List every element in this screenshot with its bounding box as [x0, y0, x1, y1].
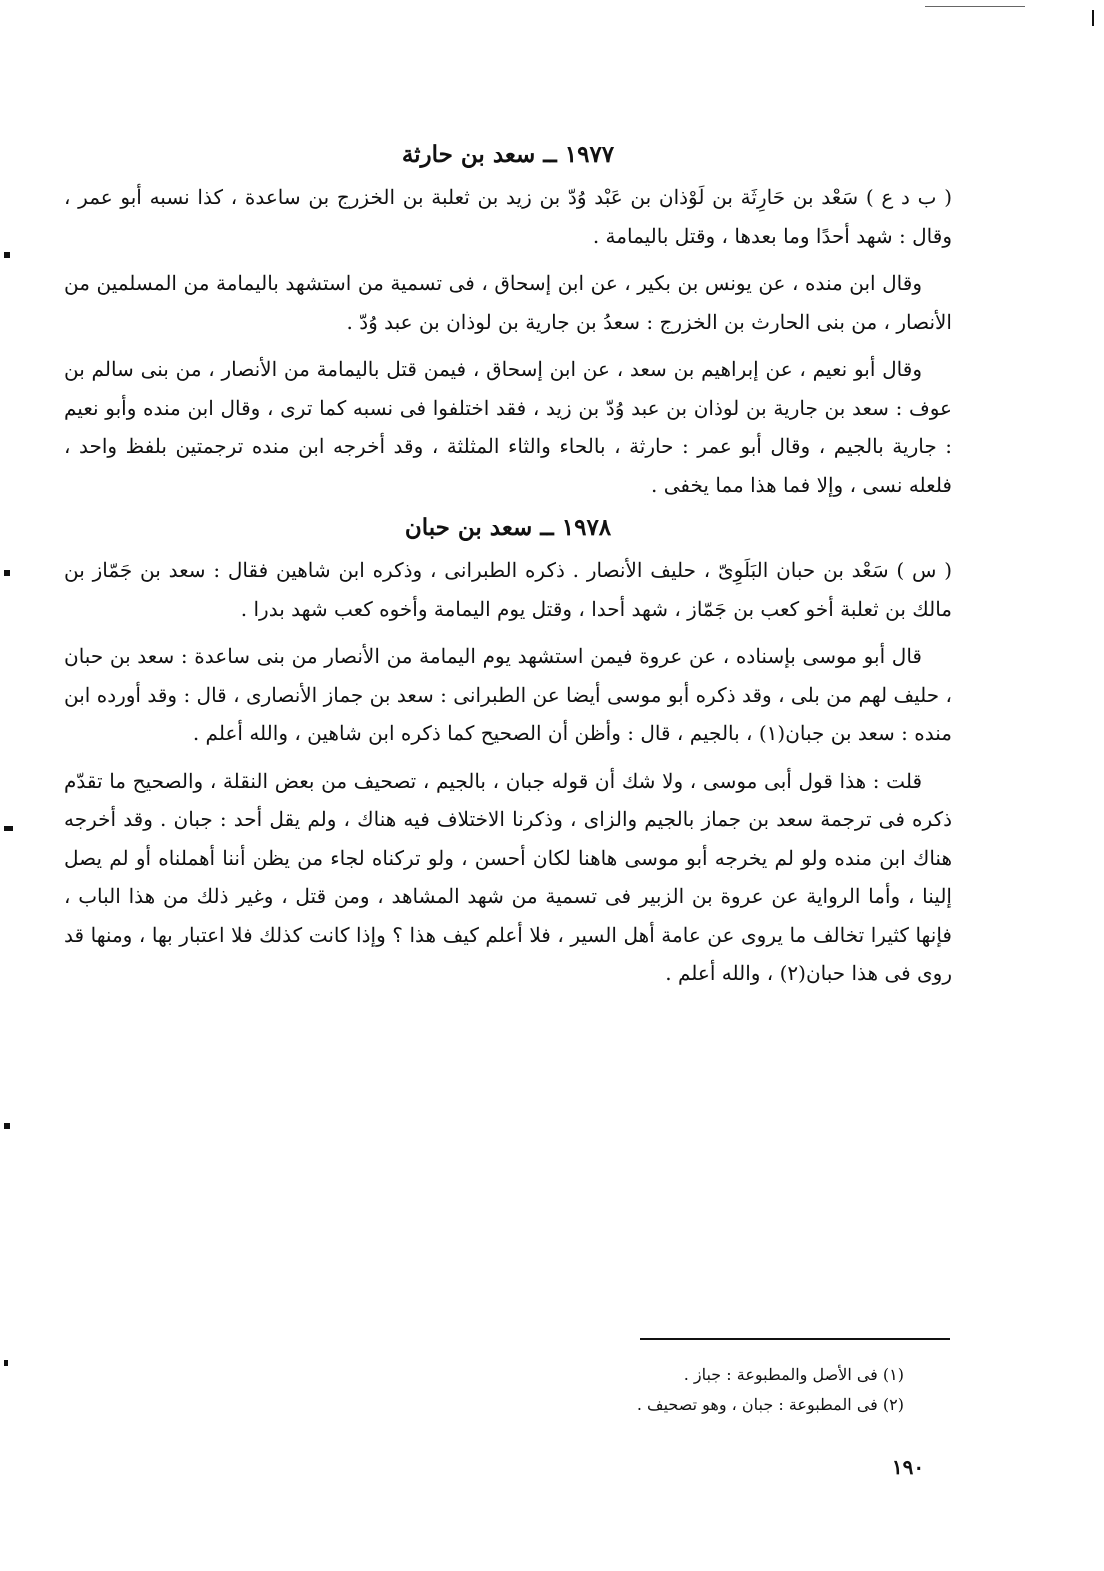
margin-mark [4, 1360, 8, 1366]
page-number: ١٩٠ [891, 1455, 925, 1479]
footnotes [404, 1360, 904, 1420]
main-text [64, 140, 952, 1002]
top-edge-rule [925, 6, 1025, 7]
entry-paragraph: ( س ) سَعْد بن حبان البَلَوِىّ ، حليف الأنصار . ذكره الطبرانى ، وذكره ابن شاهين فقال : سعد بن جَمّاز بن مالك بن ثعلبة أخو كعب بن جَمّاز ، شهد أحدا ، وقتل يوم اليمامة وأخوه كعب شهد بدرا . [64, 558, 952, 621]
entry-paragraph: قال أبو موسى بإسناده ، عن عروة فيمن استشهد يوم اليمامة من الأنصار من بنى ساعدة : سعد بن حبان ، حليف لهم من بلى ، وقد ذكره أبو موسى أيضا عن الطبرانى : سعد بن جماز الأنصارى ، قال : وقد أورده ابن منده : سعد بن جبان(١) ، بالجيم ، قال : وأظن أن الصحيح كما ذكره ابن شاهين ، والله أعلم . [64, 644, 952, 745]
margin-mark [4, 1123, 10, 1129]
footnote-separator [640, 1338, 950, 1340]
margin-mark [4, 252, 10, 258]
footnote: (٢) فى المطبوعة : جبان ، وهو تصحيف . [636, 1395, 904, 1414]
entry-1978 [64, 513, 952, 993]
footnote: (١) فى الأصل والمطبوعة : جباز . [683, 1365, 904, 1384]
entry-paragraph: ( ب د ع ) سَعْد بن حَارِثَة بن لَوْذان بن عَبْد وُدّ بن زيد بن ثعلبة بن الخزرج بن ساعدة ، كذا نسبه أبو عمر ، وقال : شهد أحدًا وما بعدها ، وقتل باليمامة . [64, 185, 952, 248]
entry-paragraph: وقال أبو نعيم ، عن إبراهيم بن سعد ، عن ابن إسحاق ، فيمن قتل باليمامة من الأنصار ، من بنى سالم بن عوف : سعد بن جارية بن لوذان بن عبد وُدّ بن زيد ، فقد اختلفوا فى نسبه كما ترى ، وقال ابن منده وأبو نعيم : جارية بالجيم ، وقال أبو عمر : حارثة ، بالحاء والثاء المثلثة ، وقد أخرجه ابن منده ترجمتين بلفظ واحد ، فلعله نسى ، وإلا فما هذا مما يخفى . [64, 357, 952, 497]
entry-title: ١٩٧٧ ــ سعد بن حارثة [401, 141, 615, 168]
right-edge-mark [1092, 10, 1094, 26]
entry-title: ١٩٧٨ ــ سعد بن حبان [404, 514, 612, 541]
margin-mark [4, 826, 13, 831]
margin-mark [4, 570, 10, 576]
entry-paragraph: قلت : هذا قول أبى موسى ، ولا شك أن قوله جبان ، بالجيم ، تصحيف من بعض النقلة ، والصحيح ما تقدّم ذكره فى ترجمة سعد بن جماز بالجيم والزاى ، وذكرنا الاختلاف فيه هناك ، ولم يقل أحد : جبان . وقد أخرجه هناك ابن منده ولو لم يخرجه أبو موسى هاهنا لكان أحسن ، ولو تركناه لجاء من يظن أننا أهملناه أو لم يصل إلينا ، وأما الرواية عن عروة بن الزبير فى تسمية من شهد المشاهد ، ومن قتل ، وغير ذلك من هذا الباب ، فإنها كثيرا تخالف ما يروى عن عامة أهل السير ، فلا أعلم كيف هذا ؟ وإذا كانت كذلك فلا اعتبار بها ، ومنها قد روى فى هذا حبان(٢) ، والله أعلم . [64, 768, 953, 985]
entry-1977 [64, 140, 952, 504]
entry-paragraph: وقال ابن منده ، عن يونس بن بكير ، عن ابن إسحاق ، فى تسمية من استشهد باليمامة من المسلمين من الأنصار ، من بنى الحارث بن الخزرج : سعدُ بن جارية بن لوذان بن عبد وُدّ . [64, 271, 952, 334]
